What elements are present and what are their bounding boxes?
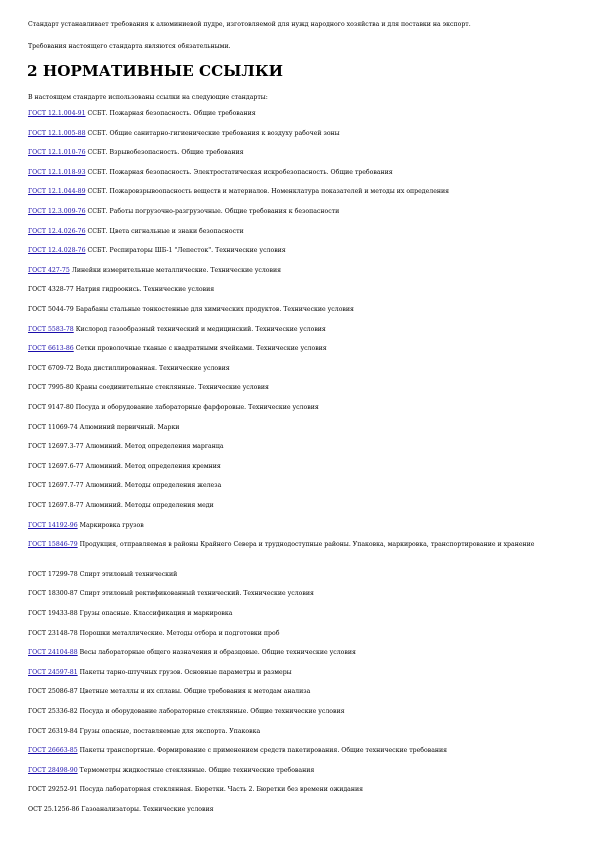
reference-item	[28, 610, 573, 618]
reference-item	[28, 502, 573, 510]
reference-title: ССБТ. Пожарная безопасность. Общие требования	[87, 110, 256, 117]
intro-paragraph: Стандарт устанавливает требования к алюминиевой пудре, изготовляемой для нужд народного хозяйства и для поставки на экспорт.	[28, 21, 471, 28]
reference-code: ГОСТ 12697.6-77	[28, 462, 84, 470]
reference-item	[28, 228, 573, 236]
reference-title: Грузы опасные, поставляемые для экспорта. Упаковка	[79, 727, 261, 735]
reference-title: ССБТ. Пожарная безопасность. Электростатическая искробезопасность. Общие требования	[87, 168, 393, 176]
reference-link[interactable]: ГОСТ 24597-81	[28, 668, 78, 676]
reference-title: Продукция, отправляемая в районы Крайнего Севера и труднодоступные районы. Упаковка, маркировка, транспортирование и хранение	[79, 541, 535, 549]
reference-link[interactable]: ГОСТ 28498-90	[28, 766, 78, 774]
reference-title: ССБТ. Работы погрузочно-разгрузочные. Общие требования к безопасности	[87, 208, 340, 215]
reference-item	[28, 786, 573, 794]
reference-code: ГОСТ 26319-84	[28, 727, 78, 735]
reference-code: ОСТ 25.1256-86	[28, 805, 80, 813]
reference-title: ССБТ. Цвета сигнальные и знаки безопасности	[87, 227, 244, 235]
reference-item	[28, 443, 573, 451]
reference-title: ССБТ. Пожаровзрывоопасность веществ и материалов. Номенклатура показателей и методы их определения	[87, 188, 450, 196]
reference-item	[28, 169, 573, 177]
intro-paragraph-mandatory: Требования настоящего стандарта являются обязательными.	[28, 43, 231, 50]
reference-code: ГОСТ 25086-87	[28, 688, 78, 696]
reference-item	[28, 345, 573, 353]
reference-title: Спирт этиловый технический	[79, 570, 178, 578]
reference-item	[28, 267, 573, 275]
reference-item	[28, 522, 573, 530]
reference-code: ГОСТ 19433-88	[28, 609, 78, 617]
reference-link[interactable]: ГОСТ 427-75	[28, 266, 70, 274]
reference-code: ГОСТ 11069-74	[28, 423, 78, 431]
reference-item	[28, 688, 573, 696]
reference-title: Кислород газообразный технический и медицинский. Технические условия	[75, 325, 326, 333]
reference-link[interactable]: ГОСТ 12.4.028-76	[28, 247, 86, 255]
references-lead-text: В настоящем стандарте использованы ссылки на следующие стандарты:	[28, 94, 268, 101]
reference-link[interactable]: ГОСТ 6613-86	[28, 345, 74, 353]
reference-title: Барабаны стальные тонкостенные для химических продуктов. Технические условия	[75, 306, 354, 313]
reference-item	[28, 747, 573, 755]
reference-title: Пакеты транспортные. Формирование с применением средств пакетирования. Общие технические требования	[79, 747, 448, 755]
reference-item	[28, 110, 573, 118]
reference-link[interactable]: ГОСТ 12.1.044-89	[28, 188, 86, 196]
reference-title: Посуда и оборудование лабораторные фарфоровые. Технические условия	[75, 404, 319, 411]
reference-link[interactable]: ГОСТ 14192-96	[28, 521, 78, 529]
reference-code: ГОСТ 7995-80	[28, 384, 74, 392]
reference-item	[28, 130, 573, 138]
reference-title: Алюминий. Метод определения кремния	[85, 462, 221, 470]
reference-item	[28, 326, 573, 334]
reference-title: Газоанализаторы. Технические условия	[81, 805, 214, 813]
reference-item	[28, 286, 573, 294]
reference-title: Маркировка грузов	[79, 521, 144, 529]
reference-item	[28, 806, 573, 814]
reference-link[interactable]: ГОСТ 12.3.009-76	[28, 208, 86, 215]
reference-link[interactable]: ГОСТ 15846-79	[28, 541, 78, 549]
reference-title: Порошки металлические. Методы отбора и подготовки проб	[79, 629, 280, 637]
reference-title: Натрия гидроокись. Технические условия	[75, 286, 215, 294]
reference-title: Грузы опасные. Классификация и маркировка	[79, 609, 233, 617]
reference-code: ГОСТ 4328-77	[28, 286, 74, 294]
reference-item	[28, 424, 573, 432]
reference-title: Цветные металлы и их сплавы. Общие требования к методам анализа	[79, 688, 311, 696]
reference-code: ГОСТ 23148-78	[28, 629, 78, 637]
reference-link[interactable]: ГОСТ 12.1.004-91	[28, 110, 86, 117]
reference-item	[28, 404, 573, 412]
reference-item	[28, 247, 573, 255]
reference-item	[28, 541, 573, 549]
reference-link[interactable]: ГОСТ 24104-88	[28, 649, 78, 657]
reference-item	[28, 590, 573, 598]
reference-link[interactable]: ГОСТ 12.1.018-93	[28, 168, 86, 176]
reference-link[interactable]: ГОСТ 12.1.010-76	[28, 149, 86, 157]
reference-item	[28, 767, 573, 775]
reference-code: ГОСТ 12697.3-77	[28, 443, 84, 451]
reference-title: Весы лабораторные общего назначения и образцовые. Общие технические условия	[79, 649, 356, 657]
reference-title: Вода дистиллированная. Технические условия	[75, 364, 230, 372]
reference-title: ССБТ. Респираторы ШБ-1 "Лепесток". Технические условия	[87, 247, 286, 255]
reference-item	[28, 482, 573, 490]
reference-title: Алюминий первичный. Марки	[79, 423, 180, 431]
reference-item	[28, 208, 573, 216]
reference-link[interactable]: ГОСТ 12.4.026-76	[28, 227, 86, 235]
reference-item	[28, 669, 573, 677]
reference-item	[28, 571, 573, 579]
reference-title: Сетки проволочные тканые с квадратными ячейками. Технические условия	[75, 345, 327, 353]
section-heading: 2 НОРМАТИВНЫЕ ССЫЛКИ	[27, 62, 284, 80]
reference-item	[28, 188, 573, 196]
reference-code: ГОСТ 9147-80	[28, 404, 74, 411]
reference-item	[28, 149, 573, 157]
reference-title: ССБТ. Взрывобезопасность. Общие требования	[87, 149, 244, 157]
reference-code: ГОСТ 6709-72	[28, 364, 74, 372]
reference-link[interactable]: ГОСТ 26663-85	[28, 747, 78, 755]
reference-item	[28, 728, 573, 736]
reference-title: Алюминий. Методы определения меди	[85, 502, 214, 509]
reference-item	[28, 365, 573, 373]
reference-link[interactable]: ГОСТ 5583-78	[28, 325, 74, 333]
reference-code: ГОСТ 12697.7-77	[28, 482, 84, 490]
reference-link[interactable]: ГОСТ 12.1.005-88	[28, 129, 86, 137]
reference-item	[28, 649, 573, 657]
reference-item	[28, 630, 573, 638]
reference-code: ГОСТ 5044-79	[28, 306, 74, 313]
reference-title: Краны соединительные стеклянные. Технические условия	[75, 384, 269, 392]
reference-code: ГОСТ 25336-82	[28, 707, 78, 715]
reference-title: Спирт этиловый ректификованный технический. Технические условия	[79, 590, 314, 598]
reference-title: ССБТ. Общие санитарно-гигиенические требования к воздуху рабочей зоны	[87, 129, 340, 137]
reference-title: Линейки измерительные металлические. Технические условия	[71, 266, 282, 274]
reference-item	[28, 384, 573, 392]
reference-title: Посуда лабораторная стеклянная. Бюретки. Часть 2. Бюретки без времени ожидания	[79, 786, 363, 794]
reference-title: Термометры жидкостные стеклянные. Общие технические требования	[79, 766, 315, 774]
reference-item	[28, 708, 573, 716]
reference-title: Пакеты тарно-штучных грузов. Основные параметры и размеры	[79, 668, 292, 676]
reference-title: Алюминий. Метод определения марганца	[85, 443, 224, 451]
reference-code: ГОСТ 29252-91	[28, 786, 78, 794]
reference-code: ГОСТ 17299-78	[28, 570, 78, 578]
reference-code: ГОСТ 18300-87	[28, 590, 78, 598]
reference-item	[28, 463, 573, 471]
reference-item	[28, 306, 573, 314]
reference-code: ГОСТ 12697.8-77	[28, 502, 84, 509]
reference-title: Алюминий. Методы определения железа	[85, 482, 222, 490]
reference-title: Посуда и оборудование лабораторные стеклянные. Общие технические условия	[79, 707, 345, 715]
